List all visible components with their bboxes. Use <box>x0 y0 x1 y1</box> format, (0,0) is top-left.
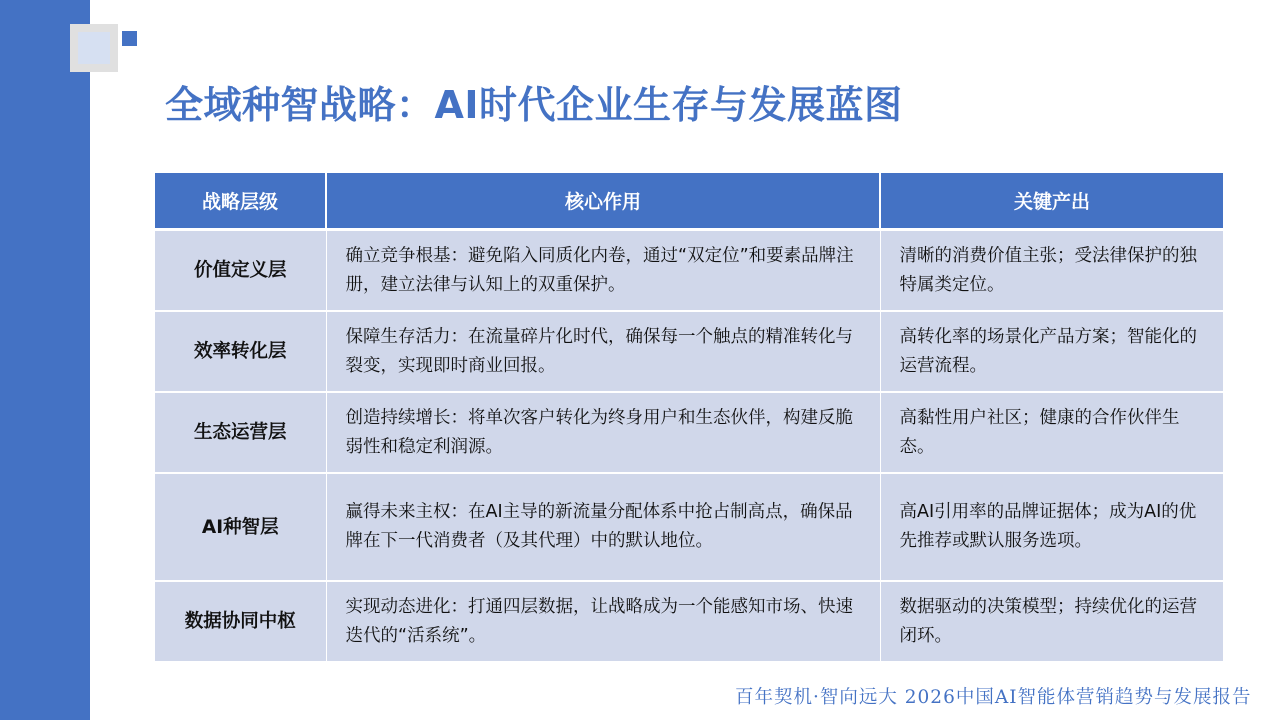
table-header-row <box>155 173 1223 230</box>
role-cell: 实现动态进化：打通四层数据，让战略成为一个能感知市场、快速迭代的“活系统”。 <box>326 581 880 661</box>
role-cell: 确立竞争根基：避免陷入同质化内卷，通过“双定位”和要素品牌注册，建立法律与认知上的双重保护。 <box>326 230 880 312</box>
page-title: 全域种智战略：AI时代企业生存与发展蓝图 <box>165 83 903 127</box>
layer-cell: 生态运营层 <box>155 392 326 473</box>
layer-cell: 数据协同中枢 <box>155 581 326 661</box>
layer-cell: AI种智层 <box>155 473 326 581</box>
table-row <box>155 311 1223 392</box>
decorative-square-small <box>122 31 137 46</box>
decorative-square-inner <box>78 32 110 64</box>
strategy-table <box>155 173 1223 661</box>
footer-caption: 百年契机·智向远大 2026中国AI智能体营销趋势与发展报告 <box>735 687 1252 708</box>
header-output: 关键产出 <box>880 173 1223 230</box>
output-cell: 高转化率的场景化产品方案；智能化的运营流程。 <box>880 311 1223 392</box>
role-cell: 赢得未来主权：在AI主导的新流量分配体系中抢占制高点，确保品牌在下一代消费者（及其代理）中的默认地位。 <box>326 473 880 581</box>
left-accent-bar <box>0 0 90 720</box>
table-row <box>155 392 1223 473</box>
output-cell: 高AI引用率的品牌证据体；成为AI的优先推荐或默认服务选项。 <box>880 473 1223 581</box>
output-cell: 数据驱动的决策模型；持续优化的运营闭环。 <box>880 581 1223 661</box>
table-row <box>155 581 1223 661</box>
layer-cell: 效率转化层 <box>155 311 326 392</box>
output-cell: 清晰的消费价值主张；受法律保护的独特属类定位。 <box>880 230 1223 312</box>
header-role: 核心作用 <box>326 173 880 230</box>
layer-cell: 价值定义层 <box>155 230 326 312</box>
role-cell: 保障生存活力：在流量碎片化时代，确保每一个触点的精准转化与裂变，实现即时商业回报。 <box>326 311 880 392</box>
role-cell: 创造持续增长：将单次客户转化为终身用户和生态伙伴，构建反脆弱性和稳定利润源。 <box>326 392 880 473</box>
output-cell: 高黏性用户社区；健康的合作伙伴生态。 <box>880 392 1223 473</box>
table-row <box>155 473 1223 581</box>
header-layer: 战略层级 <box>155 173 326 230</box>
table-row <box>155 230 1223 312</box>
